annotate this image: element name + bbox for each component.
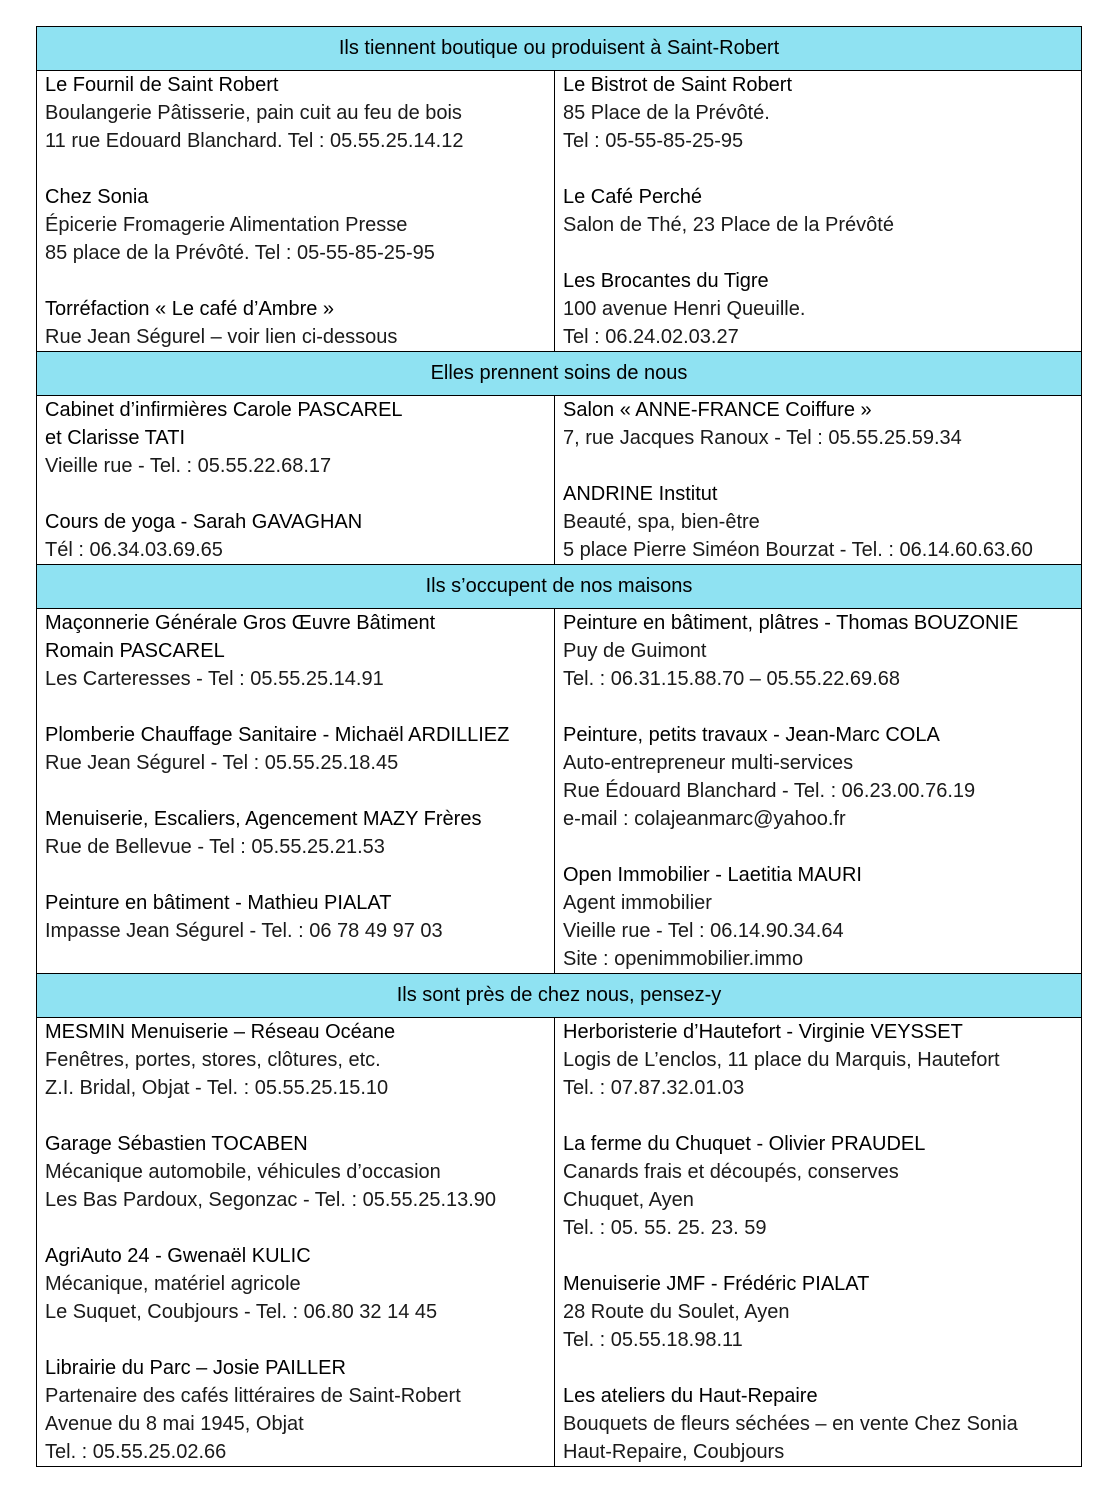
business-detail: Tel : 05-55-85-25-95 bbox=[563, 130, 744, 152]
business-entry bbox=[45, 889, 546, 945]
business-detail: Vieille rue - Tel : 06.14.90.34.64 bbox=[563, 920, 844, 942]
section-header-row bbox=[37, 352, 1082, 396]
business-entry bbox=[45, 71, 546, 155]
business-entry bbox=[45, 1018, 546, 1102]
business-detail: Le Suquet, Coubjours - Tel. : 06.80 32 14 45 bbox=[45, 1301, 438, 1323]
business-entry bbox=[45, 295, 546, 351]
business-entry bbox=[45, 1354, 546, 1466]
business-detail: Mécanique automobile, véhicules d’occasion bbox=[45, 1161, 441, 1183]
business-name: Salon « ANNE-FRANCE Coiffure » bbox=[563, 399, 872, 421]
business-detail: Canards frais et découpés, conserves bbox=[563, 1161, 899, 1183]
column-right bbox=[555, 609, 1082, 974]
business-detail: Puy de Guimont bbox=[563, 640, 707, 662]
business-entry bbox=[563, 609, 1073, 693]
section-header-row bbox=[37, 974, 1082, 1018]
business-entry bbox=[45, 1130, 546, 1214]
section-title: Ils s’occupent de nos maisons bbox=[37, 565, 1082, 609]
business-name: Peinture en bâtiment - Mathieu PIALAT bbox=[45, 892, 392, 914]
business-name: Menuiserie, Escaliers, Agencement MAZY Frères bbox=[45, 808, 482, 830]
business-entry bbox=[563, 183, 1073, 239]
column-left bbox=[37, 1018, 555, 1467]
business-detail: Fenêtres, portes, stores, clôtures, etc. bbox=[45, 1049, 381, 1071]
section-content-row bbox=[37, 609, 1082, 974]
business-name: Cabinet d’infirmières Carole PASCAREL bbox=[45, 399, 403, 421]
business-detail: Mécanique, matériel agricole bbox=[45, 1273, 301, 1295]
column-right bbox=[555, 71, 1082, 352]
business-name: MESMIN Menuiserie – Réseau Océane bbox=[45, 1021, 396, 1043]
business-entry bbox=[563, 1270, 1073, 1354]
directory-document bbox=[36, 26, 1081, 1467]
business-detail: Partenaire des cafés littéraires de Saint-Robert bbox=[45, 1385, 461, 1407]
business-detail: 28 Route du Soulet, Ayen bbox=[563, 1301, 790, 1323]
business-name: Le Fournil de Saint Robert bbox=[45, 74, 279, 96]
business-name: Peinture, petits travaux - Jean-Marc COLA bbox=[563, 724, 940, 746]
business-detail: Beauté, spa, bien-être bbox=[563, 511, 760, 533]
business-entry bbox=[563, 1018, 1073, 1102]
business-detail: Tel : 06.24.02.03.27 bbox=[563, 326, 739, 348]
business-detail: Les Carteresses - Tel : 05.55.25.14.91 bbox=[45, 668, 384, 690]
business-name: La ferme du Chuquet - Olivier PRAUDEL bbox=[563, 1133, 926, 1155]
business-detail: Salon de Thé, 23 Place de la Prévôté bbox=[563, 214, 894, 236]
business-detail: Tel. : 05.55.18.98.11 bbox=[563, 1329, 743, 1351]
business-detail: Avenue du 8 mai 1945, Objat bbox=[45, 1413, 304, 1435]
section-title: Ils tiennent boutique ou produisent à Saint-Robert bbox=[37, 27, 1082, 71]
section-content-row bbox=[37, 1018, 1082, 1467]
business-entry bbox=[563, 1382, 1073, 1466]
business-entry bbox=[45, 508, 546, 564]
business-detail: Rue Jean Ségurel – voir lien ci-dessous bbox=[45, 326, 398, 348]
business-name: Les Brocantes du Tigre bbox=[563, 270, 769, 292]
business-detail: e-mail : colajeanmarc@yahoo.fr bbox=[563, 808, 846, 830]
business-name: Menuiserie JMF - Frédéric PIALAT bbox=[563, 1273, 870, 1295]
business-detail: 85 place de la Prévôté. Tel : 05-55-85-25-95 bbox=[45, 242, 435, 264]
business-name: Plomberie Chauffage Sanitaire - Michaël ARDILLIEZ bbox=[45, 724, 510, 746]
business-name: Les ateliers du Haut-Repaire bbox=[563, 1385, 818, 1407]
business-detail: Haut-Repaire, Coubjours bbox=[563, 1441, 785, 1463]
business-detail: 5 place Pierre Siméon Bourzat - Tel. : 06.14.60.63.60 bbox=[563, 539, 1033, 561]
business-detail: Logis de L’enclos, 11 place du Marquis, Hautefort bbox=[563, 1049, 1000, 1071]
business-name: Romain PASCAREL bbox=[45, 640, 225, 662]
business-detail: Tel. : 06.31.15.88.70 – 05.55.22.69.68 bbox=[563, 668, 900, 690]
column-left bbox=[37, 609, 555, 974]
business-entry bbox=[45, 396, 546, 480]
column-left bbox=[37, 71, 555, 352]
business-name: Le Bistrot de Saint Robert bbox=[563, 74, 793, 96]
section-header-row bbox=[37, 565, 1082, 609]
section-content-row bbox=[37, 396, 1082, 565]
column-right bbox=[555, 396, 1082, 565]
section-content-row bbox=[37, 71, 1082, 352]
business-entry bbox=[45, 805, 546, 861]
business-entry bbox=[45, 721, 546, 777]
business-detail: Tél : 06.34.03.69.65 bbox=[45, 539, 223, 561]
business-detail: Agent immobilier bbox=[563, 892, 712, 914]
business-entry bbox=[563, 861, 1073, 973]
business-name: Peinture en bâtiment, plâtres - Thomas BOUZONIE bbox=[563, 612, 1019, 634]
business-entry bbox=[563, 721, 1073, 833]
business-entry bbox=[563, 480, 1073, 564]
business-detail: Rue Jean Ségurel - Tel : 05.55.25.18.45 bbox=[45, 752, 399, 774]
business-detail: Rue de Bellevue - Tel : 05.55.25.21.53 bbox=[45, 836, 385, 858]
business-entry bbox=[45, 1242, 546, 1326]
business-detail: Boulangerie Pâtisserie, pain cuit au feu de bois bbox=[45, 102, 462, 124]
column-left bbox=[37, 396, 555, 565]
business-name: ANDRINE Institut bbox=[563, 483, 718, 505]
directory-table bbox=[36, 26, 1082, 1467]
business-detail: Bouquets de fleurs séchées – en vente Chez Sonia bbox=[563, 1413, 1018, 1435]
business-detail: Z.I. Bridal, Objat - Tel. : 05.55.25.15.10 bbox=[45, 1077, 389, 1099]
business-detail: Tel. : 05.55.25.02.66 bbox=[45, 1441, 227, 1463]
business-entry bbox=[563, 267, 1073, 351]
business-name: Open Immobilier - Laetitia MAURI bbox=[563, 864, 862, 886]
business-detail: 11 rue Edouard Blanchard. Tel : 05.55.25.14.12 bbox=[45, 130, 464, 152]
business-detail: Site : openimmobilier.immo bbox=[563, 948, 804, 970]
section-header-row bbox=[37, 27, 1082, 71]
business-entry bbox=[45, 609, 546, 693]
business-entry bbox=[563, 71, 1073, 155]
business-detail: Épicerie Fromagerie Alimentation Presse bbox=[45, 214, 408, 236]
business-detail: Vieille rue - Tel. : 05.55.22.68.17 bbox=[45, 455, 332, 477]
business-name: Garage Sébastien TOCABEN bbox=[45, 1133, 308, 1155]
business-entry bbox=[563, 396, 1073, 452]
business-name: AgriAuto 24 - Gwenaël KULIC bbox=[45, 1245, 311, 1267]
business-detail: Chuquet, Ayen bbox=[563, 1189, 694, 1211]
business-entry bbox=[45, 183, 546, 267]
section-title: Ils sont près de chez nous, pensez-y bbox=[37, 974, 1082, 1018]
business-name: Herboristerie d’Hautefort - Virginie VEYSSET bbox=[563, 1021, 963, 1043]
business-name: Librairie du Parc – Josie PAILLER bbox=[45, 1357, 346, 1379]
business-name: Maçonnerie Générale Gros Œuvre Bâtiment bbox=[45, 612, 436, 634]
business-name: et Clarisse TATI bbox=[45, 427, 186, 449]
business-name: Torréfaction « Le café d’Ambre » bbox=[45, 298, 335, 320]
business-detail: 7, rue Jacques Ranoux - Tel : 05.55.25.59.34 bbox=[563, 427, 962, 449]
business-detail: Les Bas Pardoux, Segonzac - Tel. : 05.55.25.13.90 bbox=[45, 1189, 497, 1211]
business-detail: Auto-entrepreneur multi-services bbox=[563, 752, 854, 774]
business-name: Chez Sonia bbox=[45, 186, 149, 208]
business-detail: 100 avenue Henri Queuille. bbox=[563, 298, 806, 320]
business-name: Cours de yoga - Sarah GAVAGHAN bbox=[45, 511, 363, 533]
section-title: Elles prennent soins de nous bbox=[37, 352, 1082, 396]
business-detail: 85 Place de la Prévôté. bbox=[563, 102, 770, 124]
column-right bbox=[555, 1018, 1082, 1467]
business-detail: Rue Édouard Blanchard - Tel. : 06.23.00.76.19 bbox=[563, 780, 976, 802]
business-entry bbox=[563, 1130, 1073, 1242]
business-name: Le Café Perché bbox=[563, 186, 702, 208]
business-detail: Tel. : 07.87.32.01.03 bbox=[563, 1077, 745, 1099]
business-detail: Tel. : 05. 55. 25. 23. 59 bbox=[563, 1217, 767, 1239]
business-detail: Impasse Jean Ségurel - Tel. : 06 78 49 97 03 bbox=[45, 920, 443, 942]
